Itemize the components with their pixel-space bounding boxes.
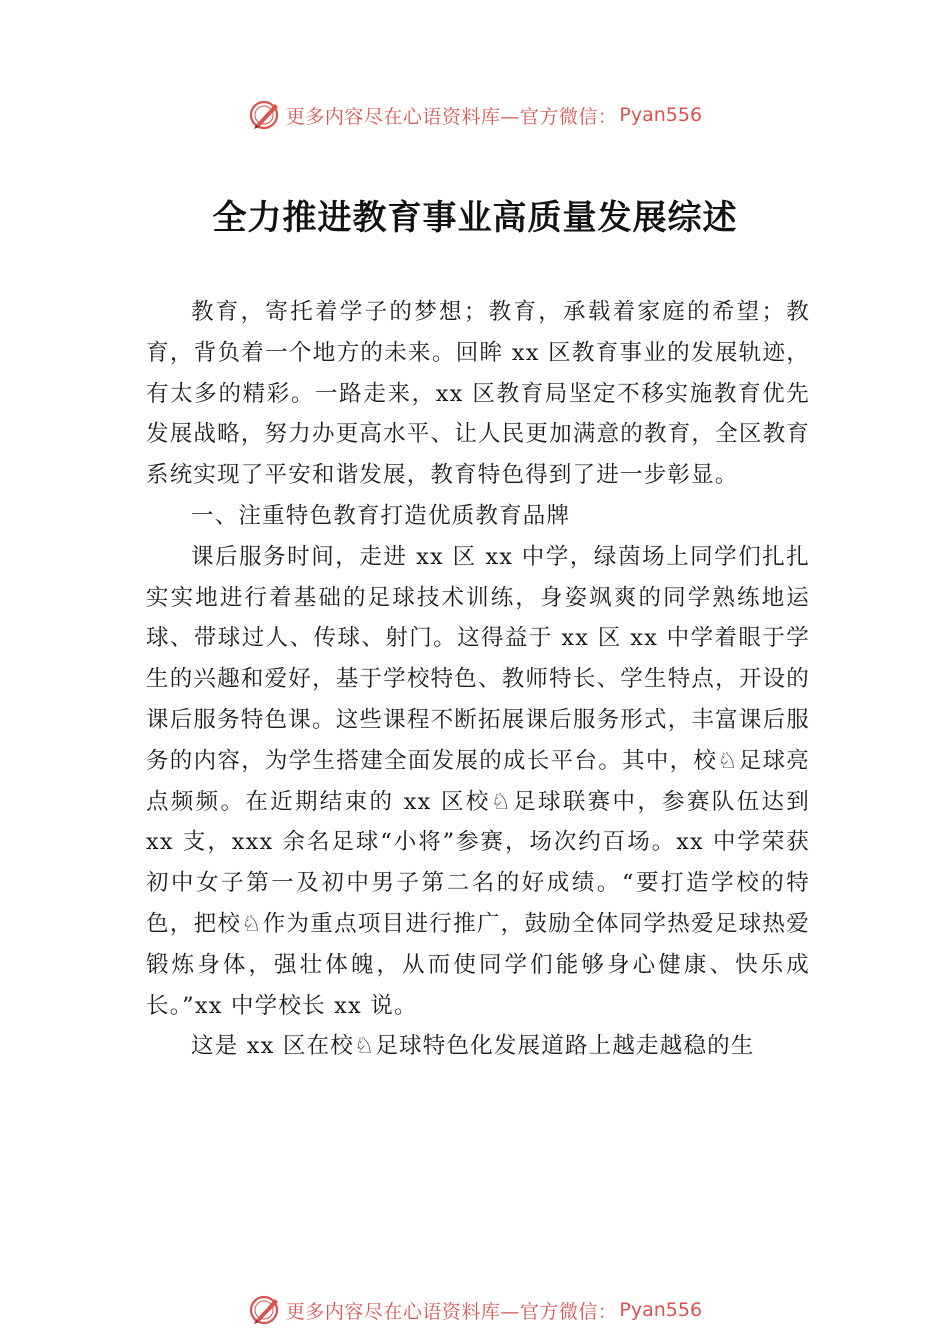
pen-logo-icon <box>248 1293 282 1327</box>
document-title: 全力推进教育事业高质量发展综述 <box>212 198 738 238</box>
paragraph-intro: 教育，寄托着学子的梦想；教育，承载着家庭的希望；教育，背负着一个地方的未来。回眸 xx 区教育事业的发展轨迹，有太多的精彩。一路走来，xx 区教育局坚定不移实施教育优先发展战略，努力办更高水平、让人民更加满意的教育，全区教育系统实现了平安和谐发展，教育特色得到了进一步彰显。 <box>146 299 810 489</box>
header-banner <box>0 95 950 135</box>
banner-text: 更多内容尽在心语资料库—官方微信： <box>285 1300 618 1323</box>
paragraph-football: 课后服务时间，走进 xx 区 xx 中学，绿茵场上同学们扎扎实实地进行着基础的足球技术训练，身姿飒爽的同学熟练地运球、带球过人、传球、射门。这得益于 xx 区 xx 中学着眼于学生的兴趣和爱好，基于学校特色、教师特长、学生特点，开设的课后服务特色课。这些课程不断拓展课后服务形式，丰富课后服务的内容，为学生搭建全面发展的成长平台。其中，校♘足球亮点频频。在近期结束的 xx 区校♘足球联赛中，参赛队伍达到 xx 支，xxx 余名足球“小将”参赛，场次约百场。xx 中学荣获初中女子第一及初中男子第二名的好成绩。“要打造学校的特色，把校♘作为重点项目进行推广，鼓励全体同学热爱足球热爱锻炼身体，强壮体魄，从而使同学们能够身心健康、快乐成长。”xx 中学校长 xx 说。 <box>146 543 810 1019</box>
banner-text: 更多内容尽在心语资料库—官方微信： <box>285 105 618 128</box>
pen-logo-icon <box>248 98 282 132</box>
footer-banner <box>0 1290 950 1330</box>
paragraph-continued: 这是 xx 区在校♘足球特色化发展道路上越走越稳的生 <box>191 1033 755 1060</box>
document-body <box>146 292 810 1067</box>
section-heading: 一、注重特色教育打造优质教育品牌 <box>191 502 571 529</box>
wechat-id: Pyan556 <box>619 1299 703 1321</box>
wechat-id: Pyan556 <box>619 104 703 126</box>
